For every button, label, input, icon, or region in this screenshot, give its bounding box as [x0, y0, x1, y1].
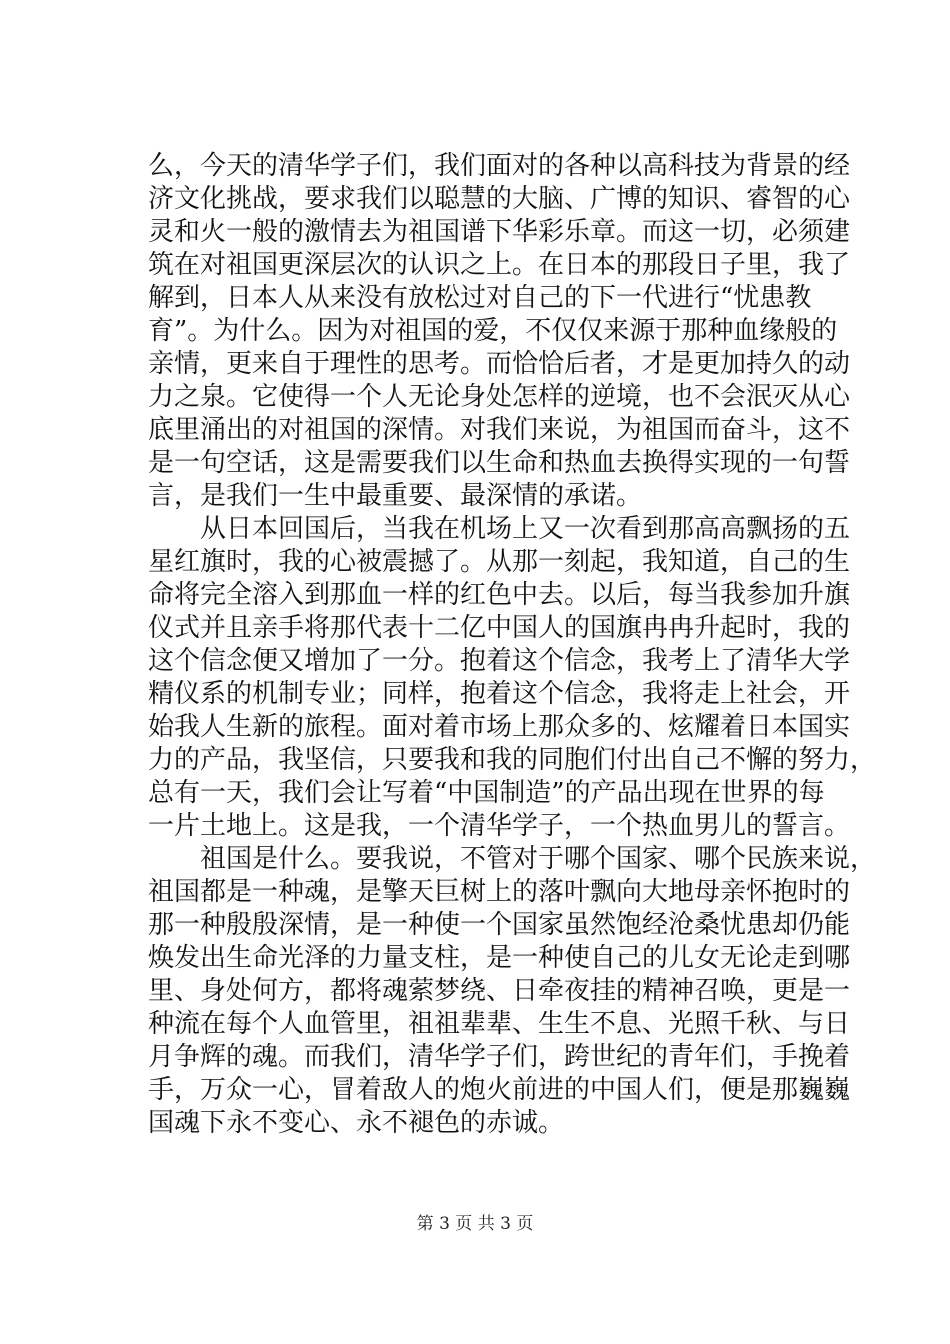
text-line: 这个信念便又增加了一分。抱着这个信念，我考上了清华大学: [148, 646, 851, 676]
text-line: 总有一天，我们会让写着“中国制造”的产品出现在世界的每: [148, 778, 825, 808]
text-line: 精仪系的机制专业；同样，抱着这个信念，我将走上社会，开: [148, 679, 851, 709]
text-line: 祖国是什么。要我说，不管对于哪个国家、哪个民族来说，: [148, 844, 877, 874]
text-line: 焕发出生命光泽的力量支柱，是一种使自己的儿女无论走到哪: [148, 943, 851, 973]
page-number-footer: 第 3 页 共 3 页: [416, 1214, 534, 1234]
text-line: 祖国都是一种魂，是擎天巨树上的落叶飘向大地母亲怀抱时的: [148, 877, 851, 907]
text-line: 底里涌出的对祖国的深情。对我们来说，为祖国而奋斗，这不: [148, 415, 851, 445]
text-line: 灵和火一般的激情去为祖国谱下华彩乐章。而这一切，必须建: [148, 217, 851, 247]
text-line: 里、身处何方，都将魂萦梦绕、日牵夜挂的精神召唤，更是一: [148, 976, 851, 1006]
text-line: 力之泉。它使得一个人无论身处怎样的逆境，也不会泯灭从心: [148, 382, 851, 412]
text-line: 一片土地上。这是我，一个清华学子，一个热血男儿的誓言。: [148, 811, 851, 841]
text-line: 力的产品，我坚信，只要我和我的同胞们付出自己不懈的努力，: [148, 745, 877, 775]
text-line: 是一句空话，这是需要我们以生命和热血去换得实现的一句誓: [148, 448, 851, 478]
text-line: 星红旗时，我的心被震撼了。从那一刻起，我知道，自己的生: [148, 547, 851, 577]
text-line: 命将完全溶入到那血一样的红色中去。以后，每当我参加升旗: [148, 580, 851, 610]
text-line: 仪式并且亲手将那代表十二亿中国人的国旗冉冉升起时，我的: [148, 613, 851, 643]
text-line: 亲情，更来自于理性的思考。而恰恰后者，才是更加持久的动: [148, 349, 851, 379]
text-line: 始我人生新的旅程。面对着市场上那众多的、炫耀着日本国实: [148, 712, 851, 742]
text-line: 言，是我们一生中最重要、最深情的承诺。: [148, 481, 643, 511]
text-line: 手，万众一心，冒着敌人的炮火前进的中国人们，便是那巍巍: [148, 1075, 851, 1105]
text-line: 那一种殷殷深情，是一种使一个国家虽然饱经沧桑忧患却仍能: [148, 910, 851, 940]
text-line: 从日本回国后，当我在机场上又一次看到那高高飘扬的五: [148, 514, 851, 544]
text-line: 种流在每个人血管里，祖祖辈辈、生生不息、光照千秋、与日: [148, 1009, 851, 1039]
text-line: 育”。为什么。因为对祖国的爱，不仅仅来源于那种血缘般的: [148, 316, 838, 346]
text-line: 济文化挑战，要求我们以聪慧的大脑、广博的知识、睿智的心: [148, 184, 851, 214]
body-text: [148, 150, 877, 1140]
text-line: 解到，日本人从来没有放松过对自己的下一代进行“忧患教: [148, 283, 812, 313]
text-line: 筑在对祖国更深层次的认识之上。在日本的那段日子里，我了: [148, 250, 851, 280]
text-line: 月争辉的魂。而我们，清华学子们，跨世纪的青年们，手挽着: [148, 1042, 851, 1072]
text-line: 么，今天的清华学子们，我们面对的各种以高科技为背景的经: [148, 151, 851, 181]
text-line: 国魂下永不变心、永不褪色的赤诚。: [148, 1108, 565, 1138]
